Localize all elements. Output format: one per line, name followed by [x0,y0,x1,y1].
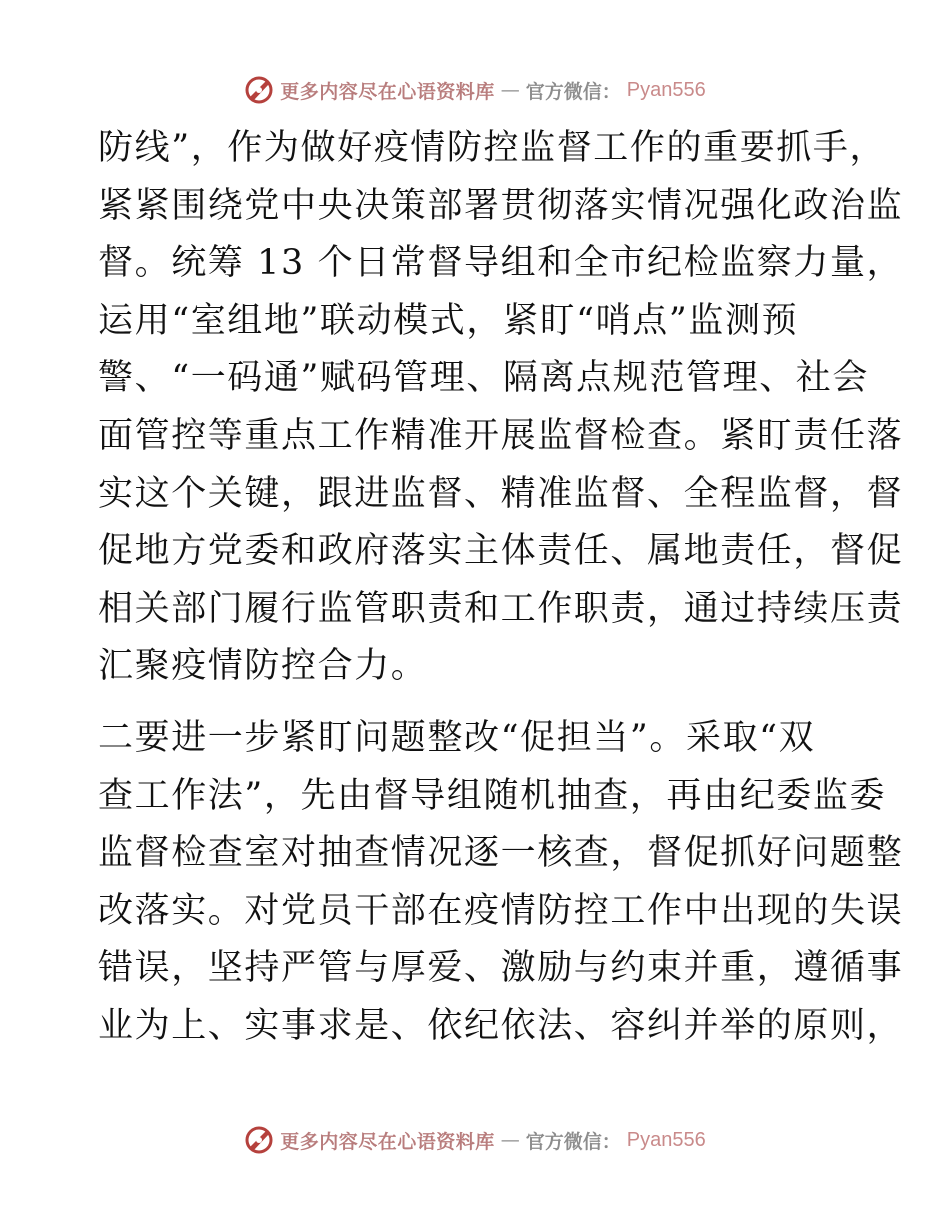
watermark-brand: 更多内容尽在心语资料库 [280,1130,495,1153]
text-line: 运用“室组地”联动模式，紧盯“哨点”监测预 [98,300,799,341]
paragraph [98,710,904,1056]
watermark-dash: — [500,1129,520,1151]
watermark-contact-label: 官方微信： [525,80,621,103]
text-line: 防线”，作为做好疫情防控监督工作的重要抓手， [98,128,887,168]
watermark-dash: — [500,79,520,101]
text-line: 警、“一码通”赋码管理、隔离点规范管理、社会 [98,358,869,399]
text-line: 查工作法”，先由督导组随机抽查，再由纪委监委 [98,775,887,816]
text-line: 业为上、实事求是、依纪依法、容纠并举的原则， [98,1005,904,1046]
page-header-watermark [0,70,950,110]
watermark-contact-label: 官方微信： [525,1130,621,1153]
document-body [98,120,904,1056]
text-line: 监督检查室对抽查情况逐一核查，督促抓好问题整 [98,833,904,874]
brand-logo-icon [244,75,274,105]
paragraph [98,120,904,696]
brand-logo-icon [244,1125,274,1155]
text-line: 错误，坚持严管与厚爱、激励与约束并重，遵循事 [98,948,904,989]
text-line: 改落实。对党员干部在疫情防控工作中出现的失误 [98,890,904,931]
watermark-banner [244,75,706,105]
text-line: 督。统筹 13 个日常督导组和全市纪检监察力量， [98,243,904,284]
watermark-banner [244,1125,706,1155]
page-footer-watermark [0,1120,950,1160]
text-line: 紧紧围绕党中央决策部署贯彻落实情况强化政治监 [98,185,904,226]
text-line: 面管控等重点工作精准开展监督检查。紧盯责任落 [98,415,904,456]
text-line: 相关部门履行监管职责和工作职责，通过持续压责 [98,588,904,629]
text-line: 促地方党委和政府落实主体责任、属地责任，督促 [98,531,904,572]
text-line: 汇聚疫情防控合力。 [98,646,428,687]
text-line: 二要进一步紧盯问题整改“促担当”。采取“双 [98,717,816,758]
watermark-brand: 更多内容尽在心语资料库 [280,80,495,103]
text-line: 实这个关键，跟进监督、精准监督、全程监督，督 [98,473,904,514]
watermark-contact-id: Pyan556 [626,1128,706,1151]
watermark-contact-id: Pyan556 [626,78,706,101]
paragraph-spacer [98,696,858,710]
